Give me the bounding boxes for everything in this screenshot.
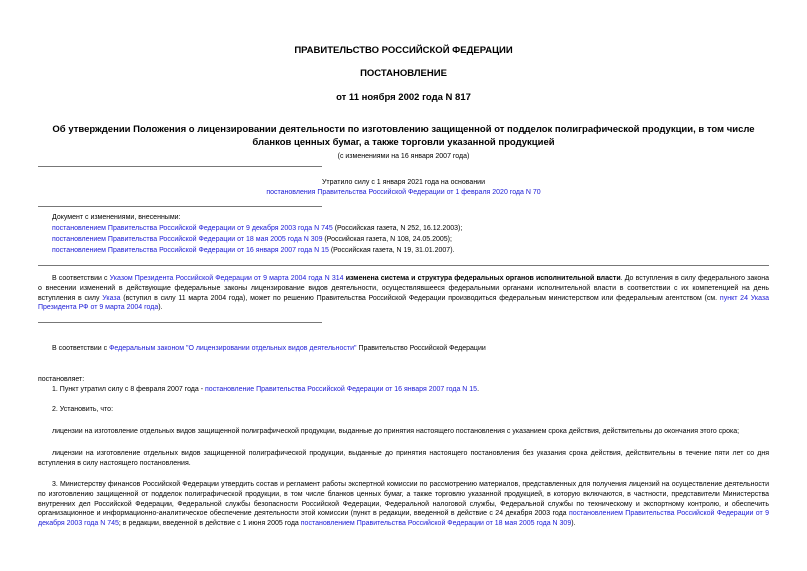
document-title: Об утверждении Положения о лицензировании деятельности по изготовлению защищенной от подделок полиграфической продукции, в том числе бланков ценных бумаг, а также торговли указанной продукцией — [52, 124, 755, 148]
decree-314-link[interactable]: Указом Президента Российской Федерации от 9 марта 2004 года N 314 — [109, 275, 344, 282]
amendments-block — [52, 212, 752, 256]
list-item: постановлением Правительства Российской Федерации от 9 декабря 2003 года N 745 (Российская газета, N 252, 16.12.2003); — [52, 225, 463, 232]
expired-basis-link[interactable]: постановления Правительства Российской Федерации от 1 февраля 2020 года N 70 — [266, 189, 541, 196]
amendment-link[interactable]: постановлением Правительства Российской Федерации от 18 мая 2005 года N 309 — [52, 236, 323, 243]
divider — [38, 265, 769, 266]
item-2-clause-b: лицензии на изготовление отдельных видов защищенной полиграфической продукции, выданные до принятия настоящего постановления без указания срока действия, действительны в течение пяти лет со дня вступления в силу настоящего постановления. — [38, 450, 769, 467]
editorial-note: В соответствии с Указом Президента Российской Федерации от 9 марта 2004 года N 314 изменена система и структура федеральных органов исполнительной власти. До вступления в силу федерального закона о внесении изменений в действующие федеральные законы лицензирование видов деятельности, осуществлявшееся федеральными органами исполнительной власти в соответствии с их компетенцией на день вступления в силу Указа (вступил в силу 11 марта 2004 года), может по решению Правительства Российской Федерации производиться федеральным министерством или федеральным агентством (см. пункт 24 Указа Президента РФ от 9 марта 2004 года). — [38, 275, 770, 312]
item-2-clause-a: лицензии на изготовление отдельных видов защищенной полиграфической продукции, выданные до принятия настоящего постановления с указанием срока действия, действительны до окончания этого срока; — [52, 428, 740, 435]
decree-point-24-link[interactable]: пункт 24 Указа Президента РФ от 9 марта 2004 года — [38, 294, 769, 312]
list-item: постановлением Правительства Российской Федерации от 16 января 2007 года N 15 (Российская газета, N 19, 31.01.2007). — [52, 247, 455, 254]
decree-link[interactable]: Указа — [102, 294, 121, 302]
decree-word: постановляет: — [38, 376, 85, 383]
amendment-745-link[interactable]: постановлением Правительства Российской Федерации от 9 декабря 2003 года N 745 — [38, 510, 769, 528]
government-name: ПРАВИТЕЛЬСТВО РОССИЙСКОЙ ФЕДЕРАЦИИ — [294, 45, 513, 56]
item-1: 1. Пункт утратил силу с 8 февраля 2007 года - постановление Правительства Российской Федерации от 16 января 2007 года N 15. — [52, 386, 480, 393]
document-type: ПОСТАНОВЛЕНИЕ — [360, 68, 447, 79]
expired-note — [0, 178, 807, 198]
amendment-link[interactable]: постановлением Правительства Российской Федерации от 16 января 2007 года N 15 — [52, 247, 329, 254]
item-2: 2. Установить, что: — [52, 406, 114, 413]
repeal-link[interactable]: постановление Правительства Российской Федерации от 16 января 2007 года N 15 — [205, 386, 478, 393]
divider — [38, 322, 322, 323]
list-item: постановлением Правительства Российской Федерации от 18 мая 2005 года N 309 (Российская газета, N 108, 24.05.2005); — [52, 236, 452, 243]
amendment-link[interactable]: постановлением Правительства Российской Федерации от 9 декабря 2003 года N 745 — [52, 225, 333, 232]
document-date-number: от 11 ноября 2002 года N 817 — [336, 92, 471, 103]
expired-text: Утратило силу с 1 января 2021 года на основании — [321, 179, 486, 186]
amendments-heading: Документ с изменениями, внесенными: — [52, 214, 181, 221]
item-3: 3. Министерству финансов Российской Федерации утвердить состав и регламент работы экспертной комиссии по рассмотрению материалов, представленных для получения лицензий на осуществление деятельности по изготовлению защищенной от подделок полиграфической продукции, в том числе бланков ценных бумаг, а также торговлю указанной продукцией, в которую включаются, в частности, представители Министерства внутренних дел Российской Федерации, Федеральной службы безопасности Российской Федерации, Федеральной налоговой службы, Федеральной службы по техническому и экспортному контролю, и обеспечить организационное и информационно-аналитическое обеспечение деятельности этой комиссии (пункт в редакции, введенной в действие с 24 декабря 2003 года постановлением Правительства Российской Федерации от 9 декабря 2003 года N 745; в редакции, введенной в действие с 1 июня 2005 года постановлением Правительства Российской Федерации от 18 мая 2005 года N 309). — [38, 481, 769, 528]
changes-note: (с изменениями на 16 января 2007 года) — [337, 153, 470, 160]
federal-law-link[interactable]: Федеральным законом "О лицензировании отдельных видов деятельности" — [109, 345, 357, 352]
preamble: В соответствии с Федеральным законом "О лицензировании отдельных видов деятельности" Правительство Российской Федерации — [52, 345, 486, 352]
amendment-309-link[interactable]: постановлением Правительства Российской Федерации от 18 мая 2005 года N 309 — [300, 520, 572, 528]
divider — [38, 206, 322, 207]
divider — [38, 166, 322, 167]
